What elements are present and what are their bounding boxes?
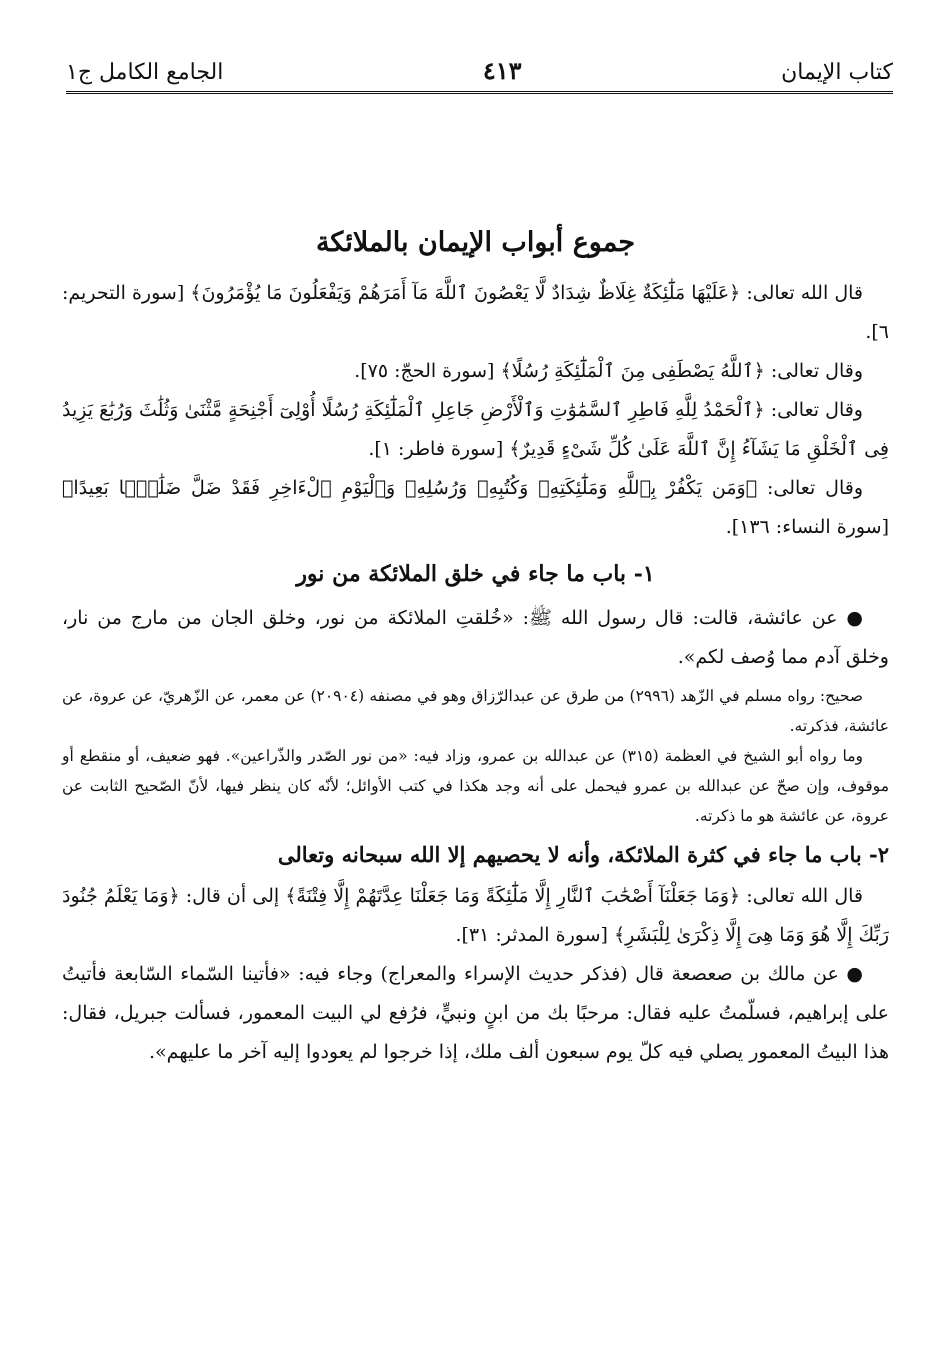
header-book-title: كتاب الإيمان (781, 60, 893, 85)
section-1-note-1: صحيح: رواه مسلم في الزّهد (٢٩٩٦) من طرق عن عبدالرّزاق وهو في مصنفه (٢٠٩٠٤) عن معمر، عن الزّهريّ، عن عروة، عن عائشة، فذكرته. (62, 687, 889, 735)
verse-paragraph-2: وقال تعالى: ﴿ٱللَّهُ يَصْطَفِى مِنَ ٱلْمَلَٰٓئِكَةِ رُسُلًا﴾ [سورة الحجّ: ٧٥]. (354, 360, 863, 382)
section-1-hadith: ● عن عائشة، قالت: قال رسول الله ﷺ: «خُلقتِ الملائكة من نور، وخلق الجان من مارج من نار، وخلق آدم مما وُصف لكم». (62, 607, 889, 668)
section-1-heading: ١- باب ما جاء في خلق الملائكة من نور (296, 561, 655, 587)
page-body (62, 222, 889, 1072)
section-2-verse: قال الله تعالى: ﴿وَمَا جَعَلْنَآ أَصْحَٰبَ ٱلنَّارِ إِلَّا مَلَٰٓئِكَةً وَمَا جَعَلْنَا عِدَّتَهُمْ إِلَّا فِتْنَةً﴾ إلى أن قال: ﴿وَمَا يَعْلَمُ جُنُودَ رَبِّكَ إِلَّا هُوَ وَمَا هِىَ إِلَّا ذِكْرَىٰ لِلْبَشَرِ﴾ [سورة المدثر: ٣١]. (62, 885, 889, 946)
verse-paragraph-1: قال الله تعالى: ﴿عَلَيْهَا مَلَٰٓئِكَةٌ غِلَاظٌ شِدَادٌ لَّا يَعْصُونَ ٱللَّهَ مَآ أَمَرَهُمْ وَيَفْعَلُونَ مَا يُؤْمَرُونَ﴾ [سورة التحريم: ٦]. (62, 282, 889, 343)
section-2-heading: ٢- باب ما جاء في كثرة الملائكة، وأنه لا يحصيهم إلا الله سبحانه وتعالى (277, 842, 889, 867)
running-header (66, 52, 893, 94)
header-volume-title: الجامع الكامل ج١ (66, 60, 224, 85)
section-2-hadith: ● عن مالك بن صعصعة قال (فذكر حديث الإسراء والمعراج) وجاء فيه: «فأتينا السّماء السّابعة فأتيتُ على إبراهيم، فسلّمتُ عليه فقال: مرحبًا بك من ابنٍ ونبيٍّ، فرُفع لي البيت المعمور، فسألت جبريل، فقال: هذا البيتُ المعمور يصلي فيه كلّ يوم سبعون ألف ملك، إذا خرجوا لم يعودوا إليه آخر ما عليهم». (62, 963, 889, 1063)
page-number: ٤١٣ (482, 56, 522, 85)
section-1-note-2: وما رواه أبو الشيخ في العظمة (٣١٥) عن عبدالله بن عمرو، وزاد فيه: «من نور الصّدر والذّراعين». فهو ضعيف، أو منقطع أو موقوف، وإن صحّ عن عبدالله بن عمرو فيحمل على أنه وجد هكذا في كتب الأوائل؛ لأنّه كان ينظر فيها، لأنّ الصّحيح الثابت عن عروة، عن عائشة هو ما ذكرته. (62, 747, 889, 825)
chapter-title: جموع أبواب الإيمان بالملائكة (315, 227, 636, 258)
verse-paragraph-3: وقال تعالى: ﴿ٱلْحَمْدُ لِلَّهِ فَاطِرِ ٱلسَّمَٰوَٰتِ وَٱلْأَرْضِ جَاعِلِ ٱلْمَلَٰٓئِكَةِ رُسُلًا أُوْلِىٓ أَجْنِحَةٍ مَّثْنَىٰ وَثُلَٰثَ وَرُبَٰعَ يَزِيدُ فِى ٱلْخَلْقِ مَا يَشَآءُ إِنَّ ٱللَّهَ عَلَىٰ كُلِّ شَىْءٍ قَدِيرٌ﴾ [سورة فاطر: ١]. (62, 399, 889, 460)
verse-paragraph-4: وقال تعالى: ﴿وَمَن يَكْفُرْ بِٱللَّهِ وَمَلَٰٓئِكَتِهِۦ وَكُتُبِهِۦ وَرُسُلِهِۦ وَٱلْيَوْمِ ٱلْءَاخِرِ فَقَدْ ضَلَّ ضَلَٰلًۢا بَعِيدًا﴾ [سورة النساء: ١٣٦]. (62, 477, 889, 538)
